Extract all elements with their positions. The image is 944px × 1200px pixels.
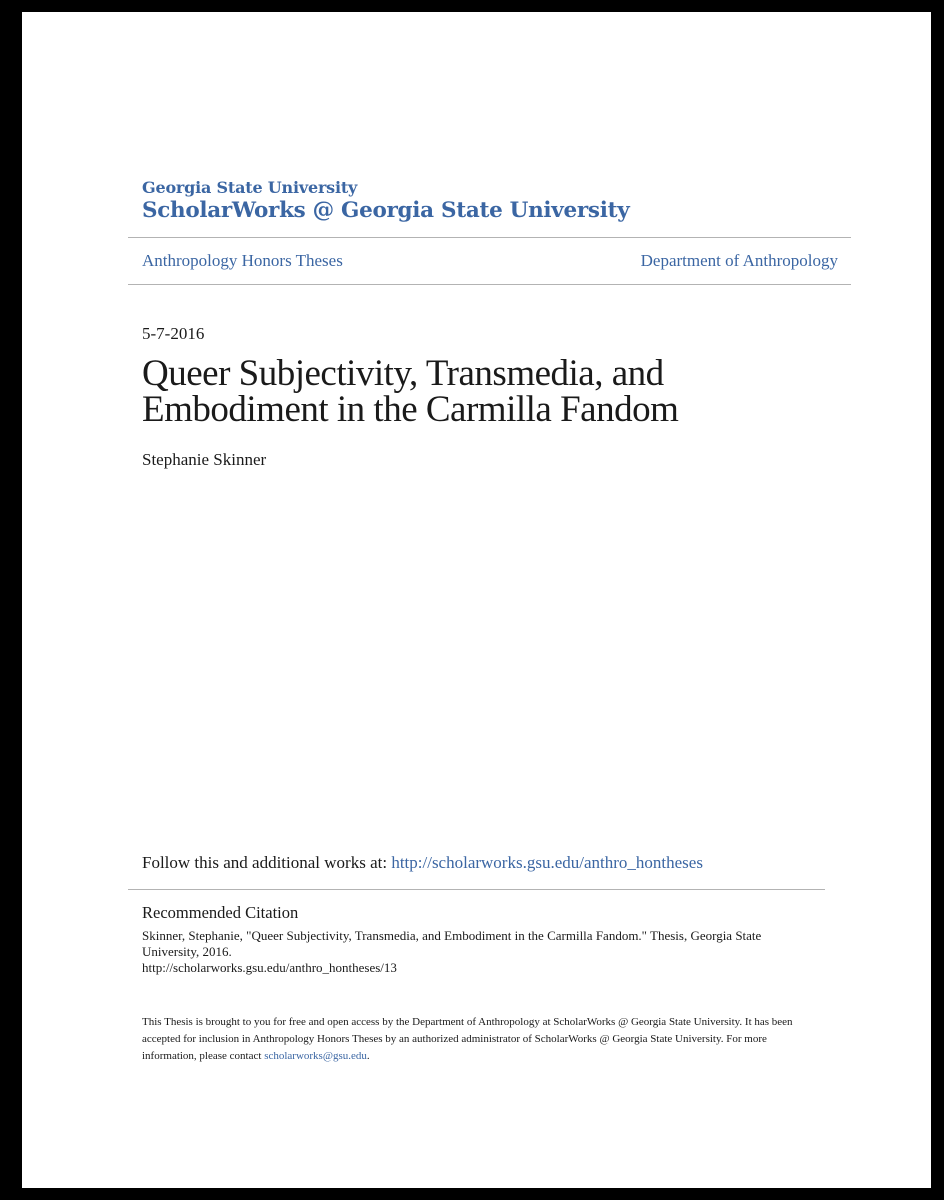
citation-heading: Recommended Citation xyxy=(142,903,299,922)
series-link[interactable]: Anthropology Honors Theses xyxy=(142,251,343,270)
citation-text: Skinner, Stephanie, "Queer Subjectivity, Transmedia, and Embodiment in the Carmilla Fandom." Thesis, Georgia State University, 2016. xyxy=(142,928,762,959)
header-divider-bottom xyxy=(128,284,851,285)
document-page xyxy=(22,12,931,1188)
citation-url: http://scholarworks.gsu.edu/anthro_hontheses/13 xyxy=(142,960,397,975)
disclaimer-text: This Thesis is brought to you for free and open access by the Department of Anthropology at ScholarWorks @ Georgia State University. It has been accepted for inclusion in Anthropology Honors Theses by an authorized administrator of ScholarWorks @ Georgia State University. For more information, please contact xyxy=(142,1016,793,1062)
header-divider-top xyxy=(128,237,851,238)
author-name: Stephanie Skinner xyxy=(142,450,267,469)
follow-line xyxy=(142,853,703,873)
thesis-title: Queer Subjectivity, Transmedia, and Embodiment in the Carmilla Fandom xyxy=(142,353,679,430)
disclaimer-end: . xyxy=(366,1050,370,1062)
publication-date: 5-7-2016 xyxy=(142,324,205,343)
citation-divider xyxy=(128,889,825,890)
citation-body xyxy=(142,928,802,976)
follow-url-link[interactable]: http://scholarworks.gsu.edu/anthro_hontheses xyxy=(391,853,703,872)
contact-email-link[interactable]: scholarworks@gsu.edu xyxy=(264,1050,367,1062)
institution-name: Georgia State University xyxy=(142,178,358,197)
access-disclaimer xyxy=(142,1014,802,1065)
repository-name: ScholarWorks @ Georgia State University xyxy=(142,198,630,223)
follow-label: Follow this and additional works at: xyxy=(142,853,392,872)
department-link[interactable]: Department of Anthropology xyxy=(640,251,838,270)
